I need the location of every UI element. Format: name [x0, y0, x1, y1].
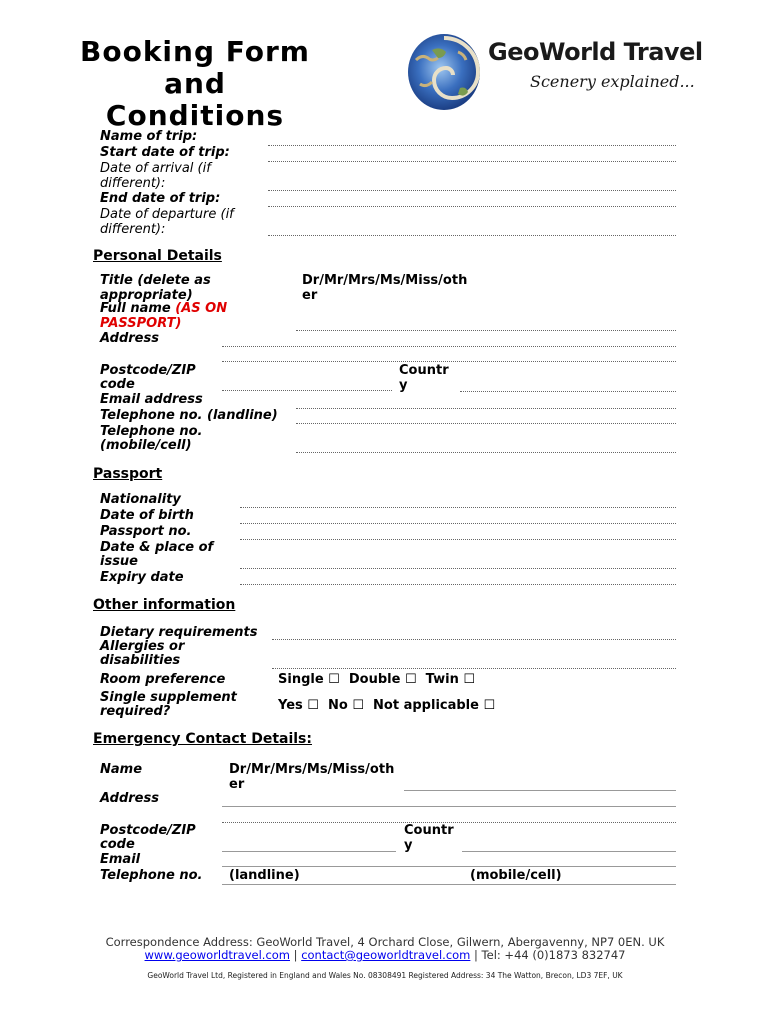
label-postcode-2: code [100, 377, 135, 392]
field-emergency-postcode[interactable] [222, 851, 396, 852]
label-emergency-country-1: Countr [404, 823, 454, 838]
label-telephone-landline: Telephone no. (landline) [100, 408, 278, 423]
label-emergency-telephone: Telephone no. [100, 868, 203, 883]
field-country[interactable] [460, 391, 676, 392]
logo-name: GeoWorld Travel [488, 38, 703, 66]
label-arrival-date-1: Date of arrival (if [100, 161, 211, 176]
label-full-name [100, 301, 227, 316]
label-full-name-text: Full name [100, 301, 171, 316]
label-emergency-country-2: y [404, 838, 413, 853]
label-address: Address [100, 331, 159, 346]
label-emergency-landline: (landline) [229, 868, 300, 883]
single-supplement-checkboxes[interactable]: Yes ☐ No ☐ Not applicable ☐ [278, 698, 496, 713]
footer-email-link[interactable]: contact@geoworldtravel.com [301, 948, 471, 962]
full-name-note-2: PASSPORT) [100, 316, 182, 331]
label-title-1: Title (delete as [100, 273, 211, 288]
field-dietary[interactable] [272, 639, 676, 640]
label-emergency-postcode-1: Postcode/ZIP [100, 823, 196, 838]
field-email[interactable] [296, 408, 676, 409]
logo-tagline: Scenery explained... [530, 72, 695, 91]
field-date-of-birth[interactable] [240, 523, 676, 524]
field-address-1[interactable] [222, 346, 676, 347]
label-expiry-date: Expiry date [100, 570, 184, 585]
label-postcode-1: Postcode/ZIP [100, 363, 196, 378]
section-passport: Passport [93, 466, 163, 482]
page-title-line3: Conditions [105, 99, 285, 132]
field-expiry-date[interactable] [240, 584, 676, 585]
field-telephone-mobile[interactable] [296, 452, 676, 453]
footer-separator: | [290, 948, 302, 962]
label-single-supplement-1: Single supplement [100, 690, 237, 705]
room-preference-checkboxes[interactable]: Single ☐ Double ☐ Twin ☐ [278, 672, 476, 687]
field-telephone-landline[interactable] [296, 423, 676, 424]
full-name-note-1: (AS ON [175, 301, 228, 316]
label-trip-name: Name of trip: [100, 129, 198, 144]
field-end-date[interactable] [268, 206, 676, 207]
label-date-of-birth: Date of birth [100, 508, 194, 523]
field-trip-name[interactable] [268, 145, 676, 146]
label-place-of-issue-2: issue [100, 554, 139, 569]
field-nationality[interactable] [240, 507, 676, 508]
footer-contact [0, 948, 770, 962]
label-dietary: Dietary requirements [100, 625, 258, 640]
field-allergies[interactable] [272, 668, 676, 669]
label-email: Email address [100, 392, 203, 407]
label-room-preference: Room preference [100, 672, 226, 687]
section-personal-details: Personal Details [93, 248, 222, 264]
label-passport-number: Passport no. [100, 524, 192, 539]
field-postcode[interactable] [222, 390, 392, 391]
label-place-of-issue-1: Date & place of [100, 540, 214, 555]
label-departure-date-2: different): [100, 222, 166, 237]
label-nationality: Nationality [100, 492, 181, 507]
label-allergies-1: Allergies or [100, 639, 185, 654]
page-title-block [80, 35, 310, 132]
page-title-line2: and [164, 67, 226, 100]
label-emergency-name: Name [100, 762, 143, 777]
field-arrival-date[interactable] [268, 190, 676, 191]
title-options-1[interactable]: Dr/Mr/Mrs/Ms/Miss/oth [302, 273, 468, 288]
footer-telephone: | Tel: +44 (0)1873 832747 [470, 948, 626, 962]
label-start-date: Start date of trip: [100, 145, 230, 160]
field-address-2[interactable] [222, 361, 676, 362]
globe-shell-icon [402, 30, 486, 114]
label-telephone-mobile-2: (mobile/cell) [100, 438, 192, 453]
label-telephone-mobile-1: Telephone no. [100, 424, 203, 439]
label-title-2: appropriate) [100, 288, 193, 303]
title-options-2: er [302, 288, 318, 303]
emergency-title-options-2: er [229, 777, 245, 792]
field-passport-number[interactable] [240, 539, 676, 540]
field-start-date[interactable] [268, 161, 676, 162]
section-emergency-contact: Emergency Contact Details: [93, 731, 312, 747]
label-arrival-date-2: different): [100, 176, 166, 191]
field-full-name[interactable] [296, 330, 676, 331]
field-emergency-country[interactable] [462, 851, 676, 852]
label-departure-date-1: Date of departure (if [100, 207, 234, 222]
label-emergency-mobile: (mobile/cell) [470, 868, 562, 883]
field-emergency-email[interactable] [222, 866, 676, 867]
field-departure-date[interactable] [268, 235, 676, 236]
label-country-2: y [399, 378, 408, 393]
label-emergency-address: Address [100, 791, 159, 806]
field-emergency-name[interactable] [404, 790, 676, 791]
label-emergency-email: Email [100, 852, 141, 867]
label-allergies-2: disabilities [100, 653, 181, 668]
footer-address: Correspondence Address: GeoWorld Travel, 4 Orchard Close, Gilwern, Abergavenny, NP7 0EN. UK [105, 935, 665, 949]
emergency-title-options-1[interactable]: Dr/Mr/Mrs/Ms/Miss/oth [229, 762, 395, 777]
footer-website-link[interactable]: www.geoworldtravel.com [144, 948, 290, 962]
label-single-supplement-2: required? [100, 704, 171, 719]
footer-registered: GeoWorld Travel Ltd, Registered in England and Wales No. 08308491 Registered Address: 34 The Watton, Brecon, LD3 7EF, UK [147, 971, 623, 980]
label-end-date: End date of trip: [100, 191, 221, 206]
section-other-information: Other information [93, 597, 236, 613]
label-country-1: Countr [399, 363, 449, 378]
field-emergency-telephone[interactable] [222, 884, 676, 885]
field-emergency-address-1[interactable] [222, 806, 676, 807]
label-emergency-postcode-2: code [100, 837, 135, 852]
field-place-of-issue[interactable] [240, 568, 676, 569]
page-title-line1: Booking Form [80, 35, 310, 68]
logo [402, 30, 703, 114]
